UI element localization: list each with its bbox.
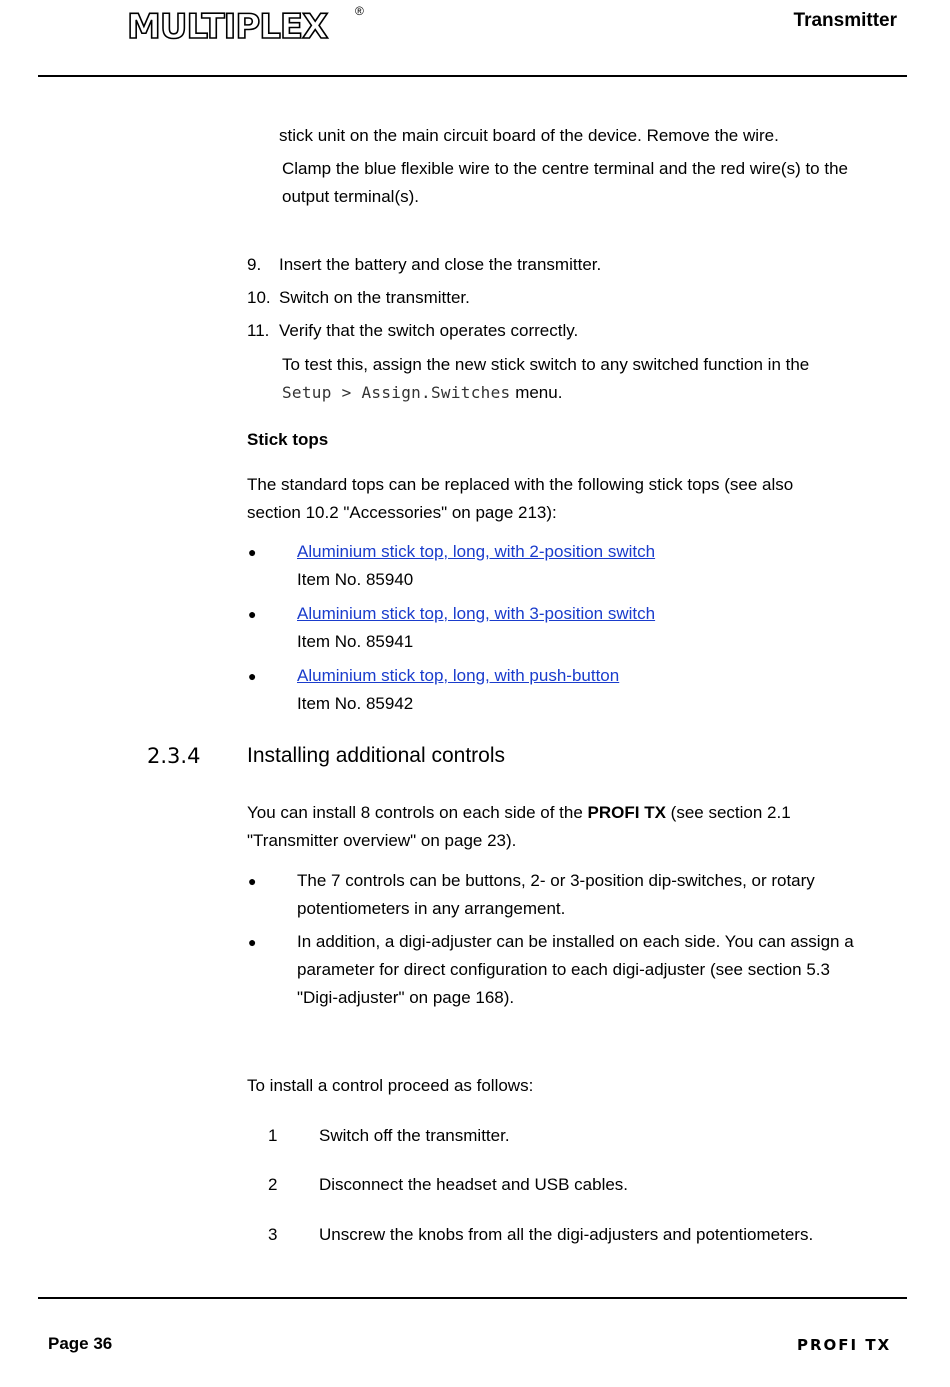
section-number: 2.3.4	[147, 744, 201, 768]
install-step-number: 1	[268, 1126, 278, 1145]
bullet-icon: ●	[248, 544, 257, 560]
header-divider	[38, 75, 907, 77]
install-step-text: Switch off the transmitter.	[319, 1126, 510, 1145]
step-10-number: 10.	[247, 288, 271, 307]
bullet-icon: ●	[248, 934, 257, 950]
multiplex-logo	[127, 4, 357, 44]
step-11-number: 11.	[247, 321, 270, 340]
step-10-text: Switch on the transmitter.	[279, 288, 470, 307]
footer-divider	[38, 1297, 907, 1299]
stick-tops-intro-1: The standard tops can be replaced with the following stick tops (see also	[247, 475, 794, 494]
page-number: Page 36	[48, 1334, 113, 1353]
install-step-text: Unscrew the knobs from all the digi-adjusters and potentiometers.	[319, 1225, 814, 1244]
menu-suffix: menu.	[510, 383, 563, 402]
bullet-icon: ●	[248, 873, 257, 889]
bullet-2-line-3: "Digi-adjuster" on page 168).	[297, 988, 515, 1007]
registered-mark: ®	[355, 4, 364, 18]
test-note-line-2	[282, 379, 562, 407]
menu-path: Setup > Assign.Switches	[282, 383, 511, 402]
logo-text: MULTIPLEX	[127, 7, 328, 44]
stick-tops-intro-2: section 10.2 "Accessories" on page 213):	[247, 503, 557, 522]
install-step-number: 3	[268, 1225, 278, 1244]
link-stick-top-3pos[interactable]: Aluminium stick top, long, with 3-position switch	[297, 604, 656, 623]
section-title: Installing additional controls	[247, 744, 505, 767]
intro-line-1: stick unit on the main circuit board of the device. Remove the wire.	[279, 126, 779, 145]
bullet-icon: ●	[248, 668, 257, 684]
bullet-icon: ●	[248, 606, 257, 622]
bullet-1-line-2: potentiometers in any arrangement.	[297, 899, 566, 918]
section-para-line-1	[247, 799, 791, 827]
install-intro: To install a control proceed as follows:	[247, 1076, 534, 1095]
item-number: Item No. 85942	[297, 694, 414, 713]
install-step-number: 2	[268, 1175, 278, 1194]
test-note-line-1: To test this, assign the new stick switch to any switched function in the	[282, 355, 810, 374]
intro-line-3: output terminal(s).	[282, 187, 419, 206]
step-9-number: 9.	[247, 255, 262, 274]
step-11-text: Verify that the switch operates correctly.	[279, 321, 579, 340]
bullet-2-line-2: parameter for direct configuration to each digi-adjuster (see section 5.3	[297, 960, 830, 979]
bullet-2-line-1: In addition, a digi-adjuster can be installed on each side. You can assign a	[297, 932, 854, 951]
item-number: Item No. 85940	[297, 570, 414, 589]
stick-tops-heading: Stick tops	[247, 430, 329, 449]
product-name: PROFI TX	[587, 803, 666, 822]
item-number: Item No. 85941	[297, 632, 414, 651]
section-para-text: (see section 2.1	[665, 803, 791, 822]
footer-product-name: PROFI TX	[797, 1336, 892, 1354]
link-stick-top-2pos[interactable]: Aluminium stick top, long, with 2-position switch	[297, 542, 656, 561]
link-stick-top-push[interactable]: Aluminium stick top, long, with push-button	[297, 666, 620, 685]
bullet-1-line-1: The 7 controls can be buttons, 2- or 3-position dip-switches, or rotary	[297, 871, 815, 890]
step-9-text: Insert the battery and close the transmitter.	[279, 255, 602, 274]
section-para-line-2: "Transmitter overview" on page 23).	[247, 831, 517, 850]
page-header-title: Transmitter	[793, 10, 897, 31]
intro-line-2: Clamp the blue flexible wire to the centre terminal and the red wire(s) to the	[282, 159, 848, 178]
install-step-text: Disconnect the headset and USB cables.	[319, 1175, 629, 1194]
section-para-text: You can install 8 controls on each side of the	[247, 803, 588, 822]
